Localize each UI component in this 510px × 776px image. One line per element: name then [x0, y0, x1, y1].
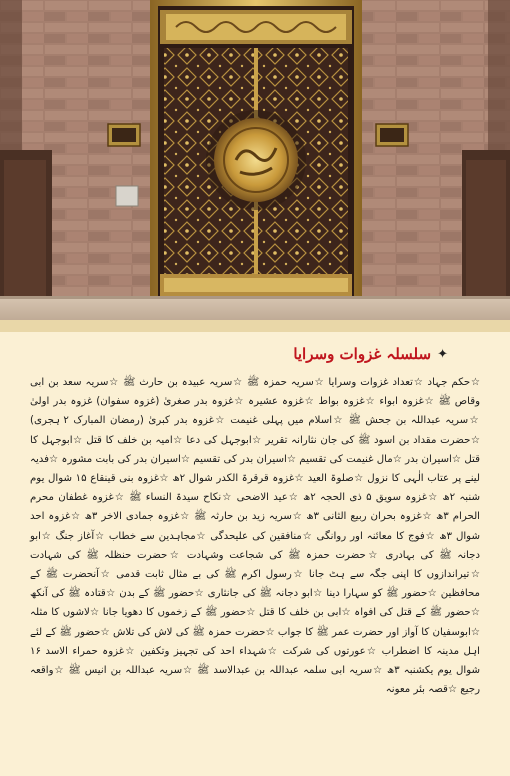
contents-text: ☆حکم جہاد ☆تعداد غزوات وسرایا ☆سریہ حمزہ ﷺ ☆سریہ عبیدہ بن حارث ﷺ ☆سریہ سعد بن ابی وقاص ﷺ ☆غزوہ ابواء ☆غزوہ بواط ☆غزوہ عشیرہ ☆غزوہ بدر صغریٰ (غزوہ سفوان) غزوہ بدر اولیٰ ☆سریہ عبداللہ بن جحش ﷺ ☆اسلام میں پہلی غنیمت ☆غزوہ بدر کبریٰ (رمضان المبارک ۲ ہجری) ☆حضرت مقداد بن اسود ﷺ کی جان نثارانہ تقریر ☆ابوجہل کی دعا ☆امیہ بن خلف کا قتل ☆ابوجہل کا قتل ☆اسیران بدر ☆مال غنیمت کی تقسیم ☆اسیران بدر کی تقسیم ☆اسیران بدر کی بابت مشورہ ☆فدیہ لینے پر عتاب الٰہی کا نزول ☆صلوۃ العید ☆غزوہ قرقرۃ الکدر شوال ۲ھ ☆غزوہ بنی قینقاع ۱۵ شوال یوم شنبہ ۲ھ ☆غزوہ سویق ۵ ذی الحجہ ۲ھ ☆عید الاضحی ☆نکاح سیدۃ النساء ﷺ ☆غزوہ غطفان محرم الحرام ۳ھ ☆غزوہ بحران ربیع الثانی ۳ھ ☆سریہ زید بن حارثہ ﷺ ☆غزوہ جمادی الاخر ۳ھ ☆غزوہ احد شوال ۳ھ ☆فوج کا معائنہ اور روانگی ☆منافقین کی علیحدگی ☆مجاہدین سے خطاب ☆آغاز جنگ ☆ابو دجانہ ﷺ کی بہادری ☆حضرت حمزہ ﷺ کی شجاعت وشہادت ☆حضرت حنظلہ ﷺ کی شہادت ☆تیراندازوں کا اپنی جگہ سے ہٹ جانا ☆رسول اکرم ﷺ کی بے مثال ثابت قدمی ☆آنحضرت ﷺ کے محافظین ☆حضور ﷺ کو سہارا دینا ☆ابو دجانہ ﷺ کی جانثاری ☆حضور ﷺ کے بدن ☆قتادہ ﷺ کی آنکھ ☆حضور ﷺ کے قتل کی افواہ ☆ابی بن خلف کا قتل ☆حضور ﷺ کے زخموں کا دھویا جانا ☆لاشوں کا مثلہ ☆ابوسفیان کا آواز اور حضرت عمر ﷺ کا جواب ☆حضرت حمزہ ﷺ کی لاش کی تلاش ☆حضور ﷺ کے لئے اہل مدینہ کا اضطراب ☆عورتوں کی شرکت ☆شہداء احد کی تجہیز وتکفین ☆غزوہ حمراء الاسد ۱۶ شوال یوم یکشنبہ ۳ھ ☆سریہ ابی سلمہ عبداللہ بن عبدالاسد ﷺ ☆سریہ عبداللہ بن انیس ﷺ ☆واقعہ رجیع ☆قصہ بئر معونہ	[30, 377, 481, 696]
contents-paragraph	[30, 373, 480, 699]
section-title: سلسلہ غزوات وسرایا	[293, 345, 432, 363]
star-bullet-icon: ✦	[437, 346, 448, 362]
section-heading	[293, 345, 448, 363]
divider-band	[0, 320, 510, 332]
mosque-door-illustration	[0, 0, 510, 326]
header-photo-mosque-door	[0, 0, 510, 326]
